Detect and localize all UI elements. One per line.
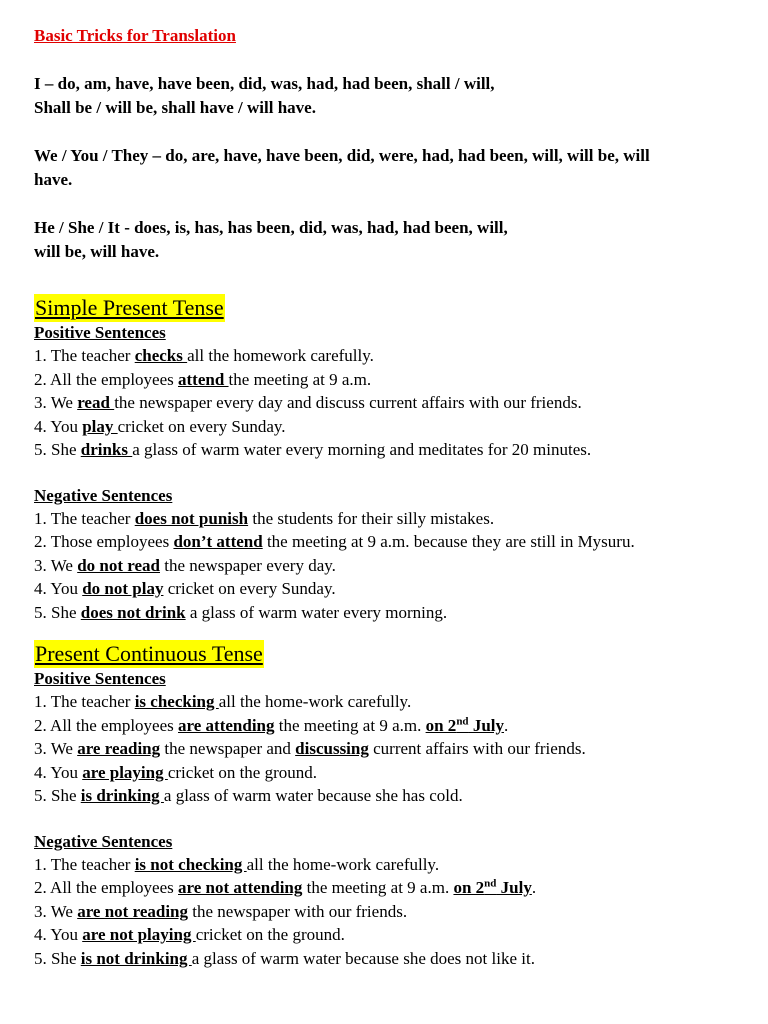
sentence-text: 3. We bbox=[34, 393, 78, 412]
sentence-type-label: Positive Sentences bbox=[34, 323, 166, 342]
sentence-text: 5. She bbox=[34, 786, 81, 805]
verb-phrase: July bbox=[468, 715, 504, 735]
sentence-block bbox=[34, 485, 764, 625]
sentence-text: cricket on every Sunday. bbox=[117, 416, 286, 436]
verb-rule-paragraph bbox=[34, 72, 764, 120]
sentence-type-label: Positive Sentences bbox=[34, 669, 166, 688]
verb-phrase: is drinking bbox=[80, 786, 164, 805]
tense-section bbox=[34, 624, 764, 970]
verb-phrase: is not checking bbox=[134, 854, 247, 874]
sentence-block bbox=[34, 831, 764, 971]
example-sentence bbox=[34, 415, 764, 439]
example-sentence bbox=[34, 876, 764, 900]
sentence-text: the students for their silly mistakes. bbox=[248, 508, 495, 528]
verb-rule-line: We / You / They – do, are, have, have been, did, were, had, had been, will, will be, will bbox=[34, 146, 650, 165]
sentence-text: 1. The teacher bbox=[34, 508, 135, 528]
tense-heading: Simple Present Tense bbox=[35, 295, 224, 320]
verb-rule-paragraph bbox=[34, 144, 764, 192]
verb-phrase: are attending bbox=[178, 715, 275, 735]
verb-phrase: does not drink bbox=[80, 602, 186, 622]
example-sentence bbox=[34, 601, 764, 625]
sentence-text: the newspaper every day. bbox=[160, 555, 336, 575]
verb-phrase bbox=[456, 716, 468, 735]
sentence-text: 4. You bbox=[34, 762, 83, 782]
sentence-text: the meeting at 9 a.m. bbox=[274, 715, 426, 735]
sentence-text: a glass of warm water because she has cold. bbox=[163, 786, 463, 805]
sentence-text: 3. We bbox=[34, 555, 78, 575]
example-sentence bbox=[34, 507, 764, 531]
sentence-text: the meeting at 9 a.m. bbox=[228, 369, 372, 389]
sentence-type-label: Negative Sentences bbox=[34, 831, 173, 851]
sentence-text: a glass of warm water every morning. bbox=[185, 602, 448, 622]
sentence-text: 2. All the employees bbox=[34, 715, 179, 735]
example-sentence bbox=[34, 530, 764, 554]
tense-heading: Present Continuous Tense bbox=[35, 641, 263, 666]
sentence-text: the newspaper every day and discuss current affairs with our friends. bbox=[114, 393, 582, 412]
verb-phrase: checks bbox=[134, 346, 188, 365]
sentence-text: cricket on every Sunday. bbox=[163, 579, 336, 598]
verb-phrase: are not playing bbox=[82, 925, 196, 944]
sentence-text: 1. The teacher bbox=[34, 346, 135, 365]
sentence-text: . bbox=[531, 878, 537, 897]
example-sentence bbox=[34, 344, 764, 368]
verb-phrase: don’t attend bbox=[173, 532, 263, 551]
verb-phrase: July bbox=[496, 878, 532, 897]
sentence-text: 2. All the employees bbox=[34, 878, 179, 897]
sentence-text: 5. She bbox=[34, 948, 81, 968]
sentence-text: 2. Those employees bbox=[34, 532, 174, 551]
sentence-text: current affairs with our friends. bbox=[368, 739, 586, 758]
example-sentence bbox=[34, 554, 764, 578]
sentence-text: 1. The teacher bbox=[34, 692, 135, 711]
sentence-block bbox=[34, 668, 764, 808]
sentence-text: the newspaper and bbox=[160, 739, 296, 758]
verb-phrase: do not read bbox=[77, 555, 160, 575]
verb-phrase: attend bbox=[178, 369, 229, 389]
sentence-text: the newspaper with our friends. bbox=[188, 901, 408, 921]
example-sentence bbox=[34, 900, 764, 924]
verb-phrase: on 2 bbox=[453, 878, 485, 897]
verb-phrase: are not attending bbox=[178, 878, 303, 897]
sentence-text: cricket on the ground. bbox=[195, 925, 345, 944]
verb-phrase: play bbox=[82, 416, 118, 436]
verb-rule-line: have. bbox=[34, 170, 73, 189]
example-sentence bbox=[34, 761, 764, 785]
sentence-text: all the home-work carefully. bbox=[218, 692, 412, 711]
verb-rule-line: I – do, am, have, have been, did, was, had, had been, shall / will, bbox=[34, 74, 495, 93]
example-sentence bbox=[34, 438, 764, 462]
example-sentence bbox=[34, 947, 764, 971]
example-sentence bbox=[34, 690, 764, 714]
tense-section bbox=[34, 294, 764, 624]
sentence-text: 2. All the employees bbox=[34, 369, 179, 389]
example-sentence bbox=[34, 714, 764, 738]
sentence-type-label: Negative Sentences bbox=[34, 485, 173, 505]
sentence-text: the meeting at 9 a.m. bbox=[302, 878, 454, 897]
verb-phrase: drinks bbox=[80, 440, 133, 459]
ordinal-suffix: nd bbox=[456, 714, 469, 727]
verb-phrase: are playing bbox=[82, 762, 168, 782]
document-title: Basic Tricks for Translation bbox=[34, 26, 236, 45]
example-sentence bbox=[34, 923, 764, 947]
example-sentence bbox=[34, 577, 764, 601]
verb-phrase: are reading bbox=[77, 739, 161, 758]
verb-phrase: on 2 bbox=[425, 715, 457, 735]
sentence-text: all the homework carefully. bbox=[187, 346, 374, 365]
verb-phrase: are not reading bbox=[77, 901, 189, 921]
verb-rules-intro bbox=[34, 72, 764, 264]
verb-rule-line: He / She / It - does, is, has, has been, did, was, had, had been, will, bbox=[34, 218, 508, 237]
verb-phrase: is not drinking bbox=[80, 948, 192, 968]
example-sentence bbox=[34, 853, 764, 877]
verb-phrase: is checking bbox=[134, 692, 219, 711]
tense-sections bbox=[34, 294, 764, 970]
verb-rule-line: Shall be / will be, shall have / will have. bbox=[34, 98, 316, 117]
document-page bbox=[34, 24, 764, 970]
sentence-text: 4. You bbox=[34, 579, 83, 598]
sentence-block bbox=[34, 322, 764, 462]
sentence-text: 3. We bbox=[34, 739, 78, 758]
sentence-text: a glass of warm water every morning and meditates for 20 minutes. bbox=[132, 440, 592, 459]
verb-phrase: do not play bbox=[82, 579, 164, 598]
example-sentence bbox=[34, 391, 764, 415]
sentence-text: 4. You bbox=[34, 925, 83, 944]
sentence-text: 4. You bbox=[34, 416, 83, 436]
sentence-text: 5. She bbox=[34, 440, 81, 459]
sentence-text: 3. We bbox=[34, 901, 78, 921]
verb-rule-line: will be, will have. bbox=[34, 242, 160, 261]
verb-phrase: does not punish bbox=[134, 508, 249, 528]
example-sentence bbox=[34, 368, 764, 392]
example-sentence bbox=[34, 784, 764, 808]
verb-phrase: discussing bbox=[295, 739, 369, 758]
sentence-text: cricket on the ground. bbox=[167, 762, 318, 782]
sentence-text: 1. The teacher bbox=[34, 854, 135, 874]
sentence-text: the meeting at 9 a.m. because they are still in Mysuru. bbox=[262, 532, 635, 551]
verb-phrase bbox=[484, 878, 496, 897]
sentence-text: . bbox=[504, 715, 509, 735]
verb-rule-paragraph bbox=[34, 216, 764, 264]
example-sentence bbox=[34, 737, 764, 761]
verb-phrase: read bbox=[77, 393, 115, 412]
sentence-text: 5. She bbox=[34, 602, 81, 622]
sentence-text: all the home-work carefully. bbox=[246, 854, 440, 874]
ordinal-suffix: nd bbox=[484, 877, 497, 890]
sentence-text: a glass of warm water because she does not like it. bbox=[191, 948, 535, 968]
